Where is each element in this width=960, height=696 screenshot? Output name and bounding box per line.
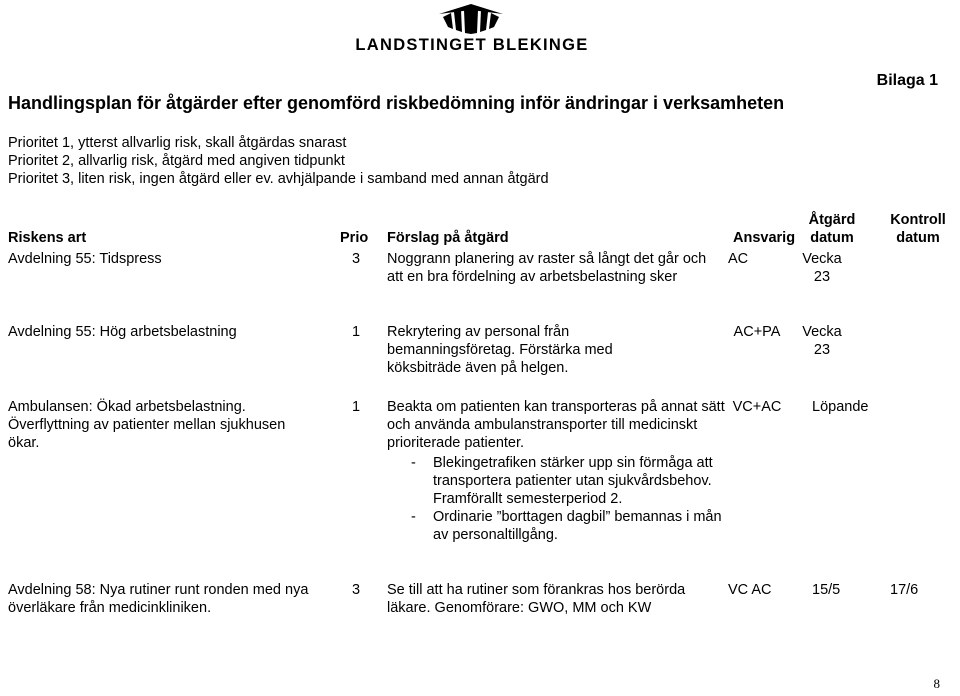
action-cell: Se till att ha rutiner som förankras hos berörda läkare. Genomförare: GWO, MM och KW bbox=[387, 582, 686, 616]
header-action: Förslag på åtgärd bbox=[387, 230, 509, 246]
bullet-text: Blekingetrafiken stärker upp sin förmåga att transportera patienter utan sjukvårdsbehov. Framförallt semesterperiod 2. bbox=[433, 455, 713, 507]
bullet-mark: - bbox=[411, 455, 416, 471]
header-action-date bbox=[792, 211, 872, 247]
action-cell: Rekrytering av personal från bemanningsföretag. Förstärka med köksbiträde även på helgen. bbox=[387, 324, 613, 376]
risk-cell: Ambulansen: Ökad arbetsbelastning. Överflyttning av patienter mellan sjukhusen ökar. bbox=[8, 399, 286, 451]
action-bullet-item bbox=[387, 454, 727, 508]
action-text: Beakta om patienten kan transporteras på annat sätt och använda ambulanstransporter till medicinskt prioriterade patienter. bbox=[387, 399, 725, 451]
prio-cell: 3 bbox=[351, 251, 361, 267]
bullet-text: Ordinarie ”borttagen dagbil” bemannas i mån av personaltillgång. bbox=[433, 509, 722, 543]
header-prio: Prio bbox=[340, 230, 369, 246]
responsible-cell: VC AC bbox=[728, 582, 772, 598]
action-date-cell: Vecka 23 bbox=[802, 324, 842, 358]
header-responsible: Ansvarig bbox=[733, 230, 796, 246]
bullet-mark: - bbox=[411, 509, 416, 525]
org-name: LANDSTINGET BLEKINGE bbox=[355, 36, 589, 54]
header-control-date-line1: Kontroll bbox=[890, 212, 946, 228]
responsible-cell: AC+PA bbox=[733, 324, 781, 340]
priority-line: Prioritet 1, ytterst allvarlig risk, skall åtgärdas snarast bbox=[8, 135, 347, 151]
action-cell bbox=[387, 398, 727, 544]
action-date-cell: Vecka 23 bbox=[802, 251, 842, 285]
action-bullet-list bbox=[387, 454, 727, 544]
prio-cell: 3 bbox=[351, 582, 361, 598]
responsible-cell: AC bbox=[728, 251, 749, 267]
header-control-date-line2: datum bbox=[896, 230, 940, 246]
action-date-cell: 15/5 bbox=[812, 582, 841, 598]
control-date-cell: 17/6 bbox=[890, 582, 919, 598]
action-date-cell: Löpande bbox=[812, 399, 869, 415]
landstinget-logo-icon bbox=[437, 2, 505, 36]
header-action-date-line1: Åtgärd bbox=[808, 212, 856, 228]
header-risk: Riskens art bbox=[8, 230, 87, 246]
prio-cell: 1 bbox=[351, 399, 361, 415]
prio-cell: 1 bbox=[351, 324, 361, 340]
document-label: Bilaga 1 bbox=[876, 72, 938, 89]
page-title: Handlingsplan för åtgärder efter genomförd riskbedömning inför ändringar i verksamheten bbox=[8, 93, 785, 113]
risk-cell: Avdelning 55: Hög arbetsbelastning bbox=[8, 324, 237, 340]
responsible-cell: VC+AC bbox=[732, 399, 782, 415]
priority-line: Prioritet 3, liten risk, ingen åtgärd eller ev. avhjälpande i samband med annan åtgärd bbox=[8, 171, 549, 187]
page-number: 8 bbox=[933, 676, 940, 691]
priority-legend bbox=[8, 134, 549, 188]
logo bbox=[0, 0, 960, 60]
risk-cell: Avdelning 55: Tidspress bbox=[8, 251, 162, 267]
priority-line: Prioritet 2, allvarlig risk, åtgärd med angiven tidpunkt bbox=[8, 153, 345, 169]
header-control-date bbox=[880, 211, 956, 247]
action-cell: Noggrann planering av raster så långt det går och att en bra fördelning av arbetsbelastning sker bbox=[387, 251, 707, 285]
action-bullet-item bbox=[387, 508, 727, 544]
risk-cell: Avdelning 58: Nya rutiner runt ronden med nya överläkare från medicinkliniken. bbox=[8, 582, 309, 616]
header-action-date-line2: datum bbox=[810, 230, 854, 246]
